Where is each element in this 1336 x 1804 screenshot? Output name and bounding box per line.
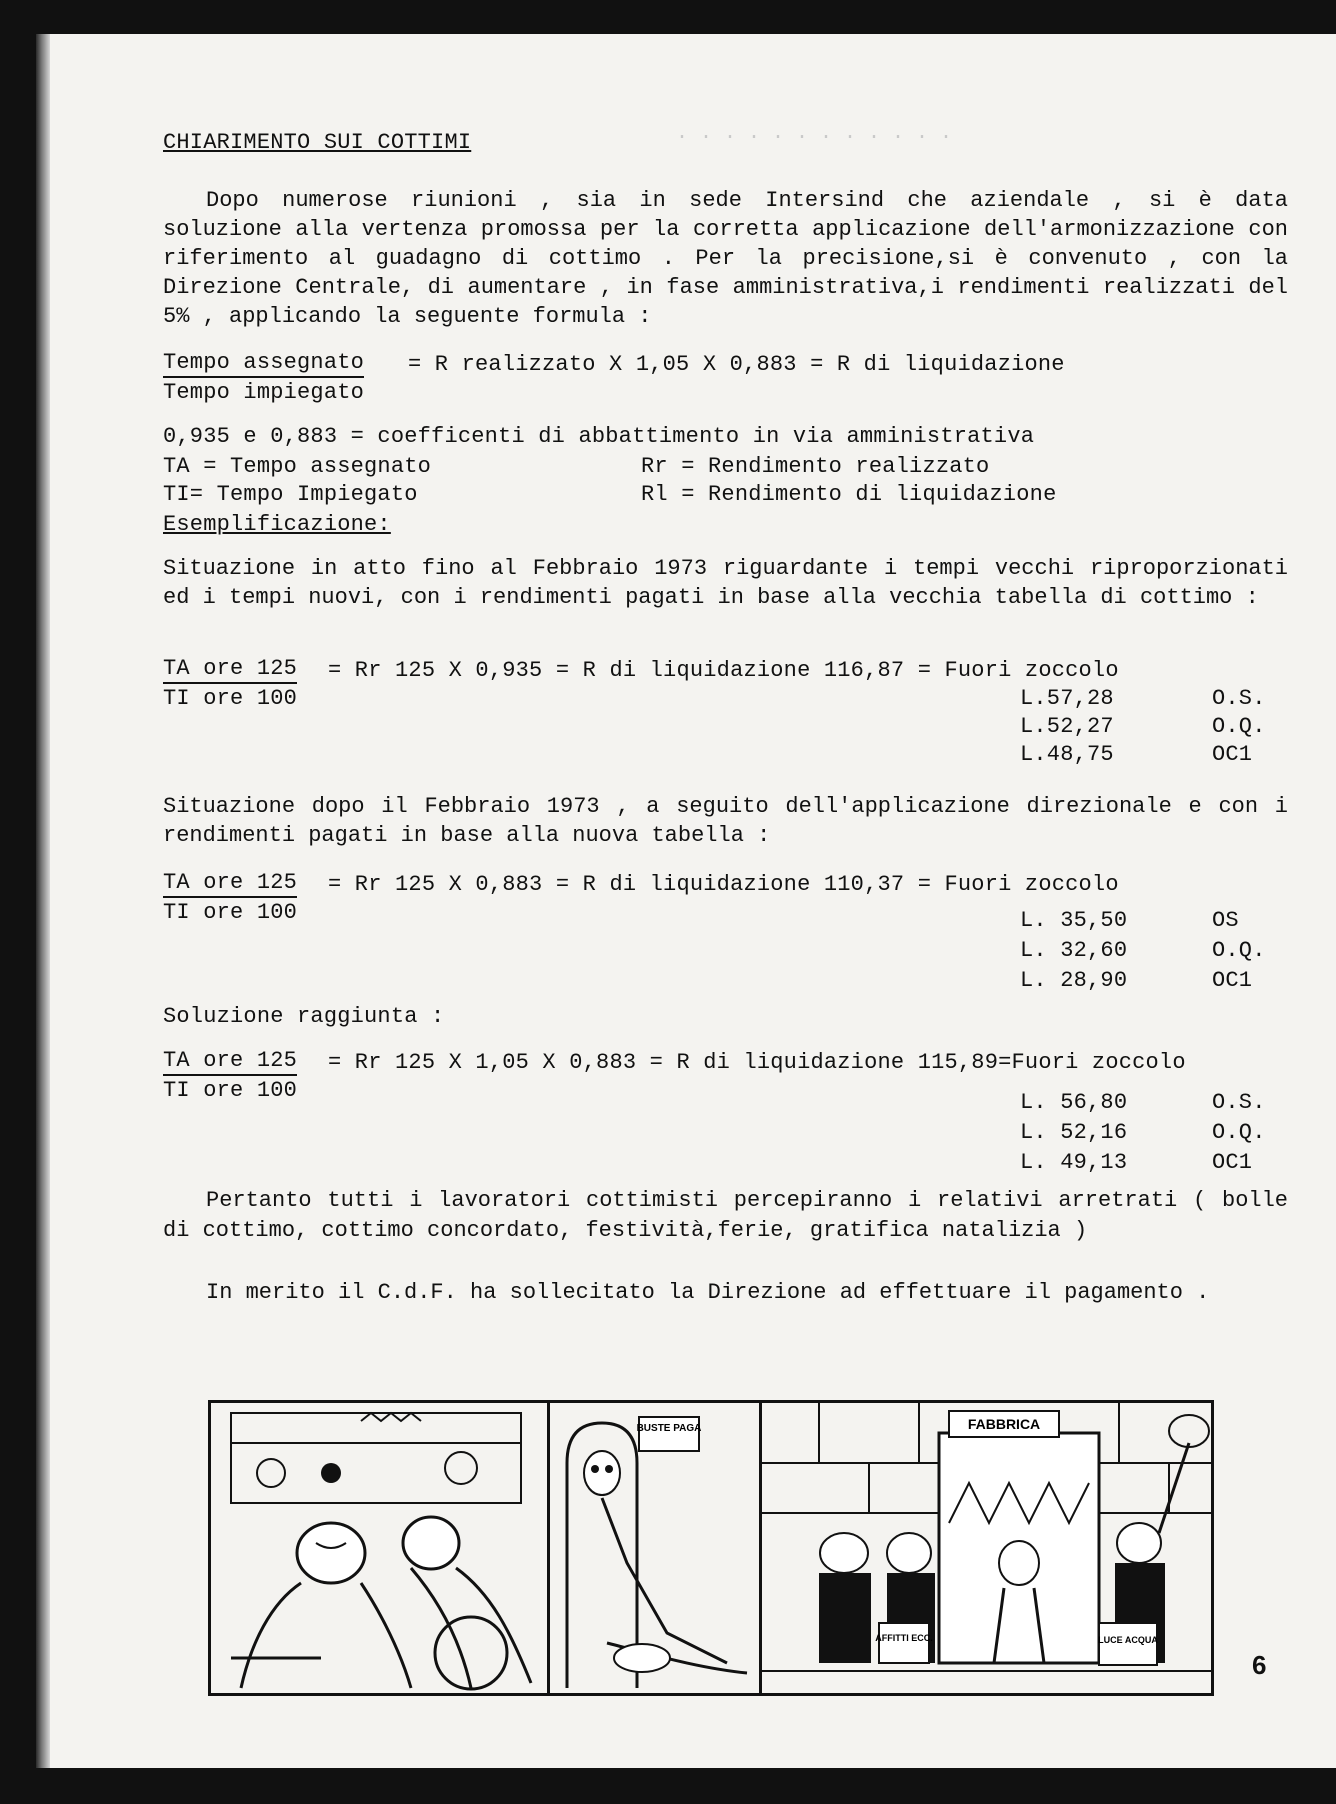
sign-fabbrica: FABBRICA [967,1416,1041,1432]
sign-buste-paga: BUSTE PAGA [636,1423,702,1434]
comic-panel-factory-machines [211,1403,550,1693]
sit2-denominator: TI ore 100 [163,900,298,925]
merito-paragraph: In merito il C.d.F. ha sollecitato la Direzione ad effettuare il pagamento . [206,1280,1210,1305]
sol-row-3-category: OC1 [1212,1150,1253,1175]
sit1-row-2-category: O.Q. [1212,714,1266,739]
sit2-row-3-value: L. 28,90 [1020,968,1128,993]
sol-expression: = Rr 125 X 1,05 X 0,883 = R di liquidazione 115,89=Fuori zoccolo [328,1050,1186,1075]
formula-expression: = R realizzato X 1,05 X 0,883 = R di liquidazione [408,352,1065,377]
sit1-row-1-value: L.57,28 [1020,686,1114,711]
pay-window-illustration [547,1403,759,1693]
sit2-numerator: TA ore 125 [163,870,297,896]
sit2-row-3-category: OC1 [1212,968,1253,993]
sit2-expression: = Rr 125 X 0,883 = R di liquidazione 110,37 = Fuori zoccolo [328,872,1119,897]
sit1-row-3-category: OC1 [1212,742,1253,767]
sol-denominator: TI ore 100 [163,1078,298,1103]
bag-luce: LUCE ACQUA [1098,1635,1158,1645]
situation-2-text: Situazione dopo il Febbraio 1973 , a seguito dell'applicazione direzionale e con i rendimenti pagati in base alla nuova tabella : [163,794,1288,848]
solution-label: Soluzione raggiunta : [163,1004,445,1029]
intro-paragraph: Dopo numerose riunioni , sia in sede Intersind che aziendale , si è data soluzione alla vertenza promossa per la corretta applicazione dell'armonizzazione con riferimento al guadagno di cottimo . Per la precisione,si è convenuto , con la Direzione Centrale, di aumentare , in fase amministrativa,i rendimenti realizzati del 5% , applicando la seguente formula : [163,188,1288,329]
sit1-row-2-value: L.52,27 [1020,714,1114,739]
sit1-numerator: TA ore 125 [163,656,297,682]
sol-row-1-value: L. 56,80 [1020,1090,1128,1115]
comic-panel-factory-exit [759,1403,1211,1693]
comic-panel-pay-window [547,1403,762,1693]
sit1-expression: = Rr 125 X 0,935 = R di liquidazione 116,87 = Fuori zoccolo [328,658,1119,683]
bleed-through-text: · · · · · · · · · · · · [676,126,953,149]
legend-rl: Rl = Rendimento di liquidazione [641,482,1057,507]
sol-row-2-category: O.Q. [1212,1120,1266,1145]
page-heading: CHIARIMENTO SUI COTTIMI [163,130,472,155]
factory-exit-illustration [759,1403,1211,1693]
sit1-row-3-value: L.48,75 [1020,742,1114,767]
sit1-denominator: TI ore 100 [163,686,298,711]
sol-row-1-category: O.S. [1212,1090,1266,1115]
esemplificazione-heading: Esemplificazione: [163,512,391,537]
sit1-row-1-category: O.S. [1212,686,1266,711]
situation-1-text: Situazione in atto fino al Febbraio 1973 riguardante i tempi vecchi riproporzionati ed i tempi nuovi, con i rendimenti pagati in base alla vecchia tabella di cottimo : [163,556,1288,610]
sit2-row-2-category: O.Q. [1212,938,1266,963]
sit2-row-1-value: L. 35,50 [1020,908,1128,933]
pertanto-paragraph: Pertanto tutti i lavoratori cottimisti percepiranno i relativi arretrati ( bolle di cottimo, cottimo concordato, festività,ferie, gratifica natalizia ) [163,1188,1288,1243]
formula-denominator: Tempo impiegato [163,380,365,405]
bag-affitti: AFFITTI ECC. [875,1633,933,1643]
page-number: 6 [1252,1650,1267,1680]
sit2-row-2-value: L. 32,60 [1020,938,1128,963]
sit2-row-1-category: OS [1212,908,1239,933]
legend-ta: TA = Tempo assegnato [163,454,432,479]
formula-numerator: Tempo assegnato [163,350,364,376]
coefficients-line: 0,935 e 0,883 = coefficenti di abbattimento in via amministrativa [163,424,1035,449]
sol-row-2-value: L. 52,16 [1020,1120,1128,1145]
legend-rr: Rr = Rendimento realizzato [641,454,990,479]
comic-strip [208,1400,1214,1696]
sol-numerator: TA ore 125 [163,1048,297,1074]
machine-workers-illustration [211,1403,547,1693]
legend-ti: TI= Tempo Impiegato [163,482,418,507]
document-page [36,34,1336,1768]
sol-row-3-value: L. 49,13 [1020,1150,1128,1175]
